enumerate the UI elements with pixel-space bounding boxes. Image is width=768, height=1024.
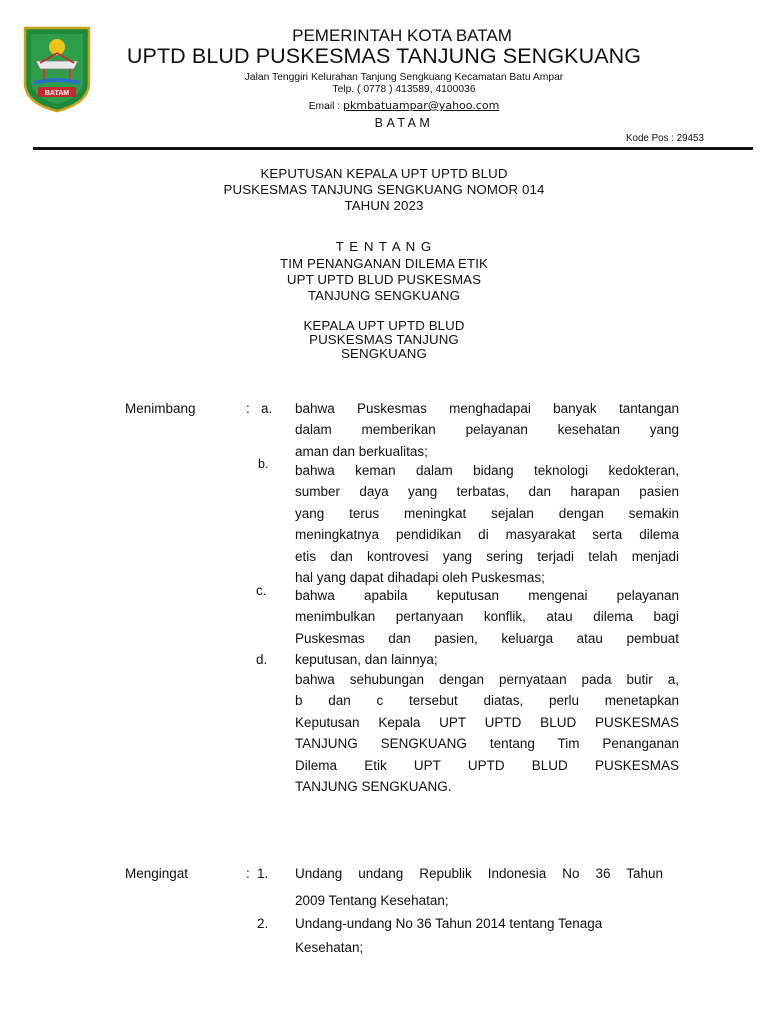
text-line: TANJUNG SENGKUANG. [295,778,452,794]
mengingat-item-1-line-1: Undang undang Republik Indonesia No 36 Tahun [295,866,663,881]
text-line: TANJUNG SENGKUANG tentang Tim Penanganan [295,736,679,752]
title-line-2: PUSKESMAS TANJUNG SENGKUANG NOMOR 014 [223,182,545,197]
mengingat-colon: : [246,866,250,881]
about-line-2: UPT UPTD BLUD PUSKESMAS [286,272,482,287]
phone: Telp. ( 0778 ) 413589, 4100036 [332,84,476,95]
mengingat-marker-2: 2. [257,916,269,931]
text-line: bahwa apabila keputusan mengenai pelayanan [295,588,679,603]
text-line: etis dan kontrovesi yang sering terjadi telah menjadi [295,548,679,564]
title-line-3: TAHUN 2023 [344,198,424,213]
text-line: bahwa keman dalam bidang teknologi kedokteran, [295,463,679,478]
text-line: dalam memberikan pelayanan kesehatan yang [295,422,679,438]
text-line: b dan c tersebut diatas, perlu menetapkan [295,693,679,709]
text-line: Dilema Etik UPT UPTD BLUD PUSKESMAS [295,757,679,773]
text-line: keputusan, dan lainnya; [295,652,438,668]
menimbang-item-d [295,669,679,797]
mengingat-item-2-line-2: Kesehatan; [295,940,364,955]
text-line: Keputusan Kepala UPT UPTD BLUD PUSKESMAS [295,714,679,730]
official-line-1: KEPALA UPT UPTD BLUD [303,318,465,333]
text-line: aman dan berkualitas; [295,443,428,459]
about-line-3: TANJUNG SENGKUANG [307,288,461,303]
about-label: T E N T A N G [335,239,433,254]
menimbang-label: Menimbang [125,401,196,416]
menimbang-item-b [295,460,679,588]
city-name: BATAM [374,116,434,130]
title-line-1: KEPUTUSAN KEPALA UPT UPTD BLUD [260,166,508,181]
text-line: Puskesmas dan pasien, keluarga atau pembuat [295,630,679,646]
text-line: sumber daya yang terbatas, dan harapan pasien [295,484,679,500]
about-line-1: TIM PENANGANAN DILEMA ETIK [279,256,488,271]
government-name: PEMERINTAH KOTA BATAM [292,26,512,45]
text-line: bahwa sehubungan dengan pernyataan pada butir a, [295,672,679,687]
email-line [20,99,768,112]
address: Jalan Tenggiri Kelurahan Tanjung Sengkuang Kecamatan Batu Ampar [244,72,564,83]
email-link[interactable]: pkmbatuampar@yahoo.com [343,99,500,112]
text-line: bahwa Puskesmas menghadapai banyak tantangan [295,401,679,416]
menimbang-item-a [295,398,679,462]
mengingat-item-1-line-2: 2009 Tentang Kesehatan; [295,893,449,908]
menimbang-marker-d: d. [256,652,268,667]
menimbang-marker-c: c. [256,583,267,598]
menimbang-marker-b: b. [258,457,269,471]
menimbang-marker-a: a. [261,401,273,416]
organization-name: UPTD BLUD PUSKESMAS TANJUNG SENGKUANG [126,44,642,68]
mengingat-item-2-line-1: Undang-undang No 36 Tahun 2014 tentang Tenaga [295,916,603,931]
logo-text: BATAM [44,90,70,97]
text-line: meningkatnya pendidikan di masyarakat serta dilema [295,527,679,543]
mengingat-label: Mengingat [125,866,189,881]
mengingat-marker-1: 1. [257,866,269,881]
text-line: menimbulkan pertanyaan konflik, atau dilema bagi [295,609,679,625]
email-label: Email : [308,101,341,112]
text-line: yang terus meningkat sejalan dengan semakin [295,505,679,521]
menimbang-item-c [295,585,679,671]
menimbang-colon: : [246,401,250,416]
text-line: hal yang dapat dihadapi oleh Puskesmas; [295,569,545,585]
official-line-3: SENGKUANG [341,346,427,361]
header-divider [33,147,753,150]
postal-code: Kode Pos : 29453 [626,133,704,144]
official-line-2: PUSKESMAS TANJUNG [309,332,459,347]
